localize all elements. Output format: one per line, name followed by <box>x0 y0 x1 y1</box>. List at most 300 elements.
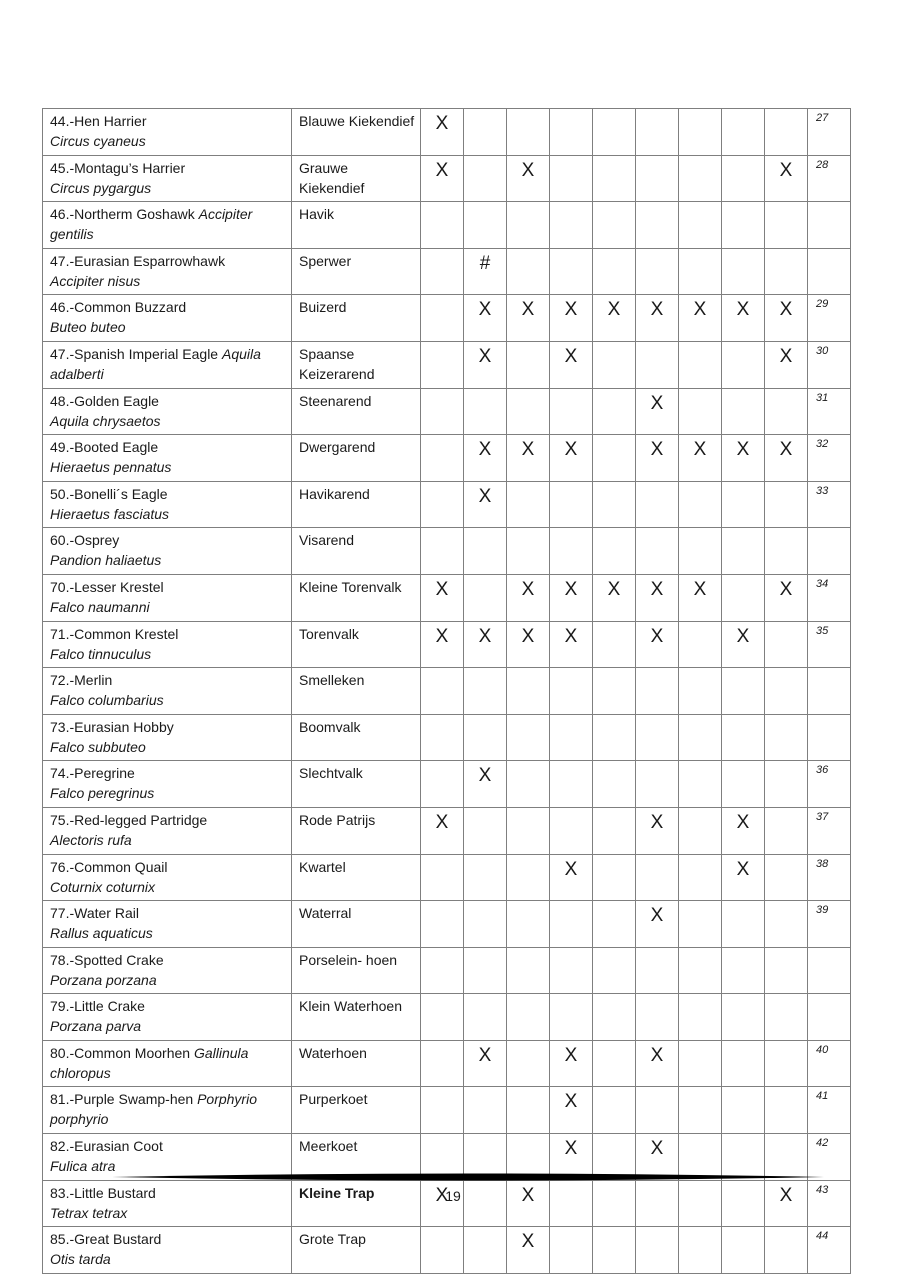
footer-divider-shape <box>112 1174 824 1181</box>
presence-mark-cell <box>722 202 765 249</box>
reference-number-cell: 42 <box>808 1134 851 1181</box>
common-name: 75.-Red-legged Partridge <box>50 811 208 828</box>
presence-mark-cell <box>507 714 550 761</box>
presence-mark-cell <box>464 807 507 854</box>
presence-mark-cell <box>421 994 464 1041</box>
presence-mark-cell <box>722 668 765 715</box>
dutch-name-cell: Grauwe Kiekendief <box>292 155 421 202</box>
common-name: 48.-Golden Eagle <box>50 392 159 409</box>
presence-mark-cell: X <box>636 1134 679 1181</box>
reference-number-cell <box>808 528 851 575</box>
presence-mark-cell <box>636 1227 679 1274</box>
dutch-name-cell: Buizerd <box>292 295 421 342</box>
presence-mark-cell: X <box>464 295 507 342</box>
presence-mark-cell <box>722 947 765 994</box>
presence-mark-cell <box>722 388 765 435</box>
presence-mark-cell <box>421 435 464 482</box>
common-name: 74.-Peregrine <box>50 765 135 782</box>
presence-mark-cell: X <box>636 435 679 482</box>
presence-mark-cell <box>464 1227 507 1274</box>
presence-mark-cell <box>679 155 722 202</box>
species-name-cell <box>43 1227 292 1274</box>
presence-mark-cell: X <box>507 621 550 668</box>
presence-mark-cell <box>679 481 722 528</box>
presence-mark-cell: X <box>507 1227 550 1274</box>
presence-mark-cell <box>421 761 464 808</box>
presence-mark-cell <box>593 1087 636 1134</box>
presence-mark-cell <box>593 947 636 994</box>
species-name-cell <box>43 761 292 808</box>
presence-mark-cell: X <box>550 295 593 342</box>
presence-mark-cell: X <box>593 574 636 621</box>
common-name: 45.-Montagu’s Harrier <box>50 159 186 176</box>
presence-mark-cell <box>421 947 464 994</box>
presence-mark-cell <box>765 854 808 901</box>
presence-mark-cell <box>507 761 550 808</box>
dutch-name-cell: Kleine Torenvalk <box>292 574 421 621</box>
common-name: 46.-Common Buzzard <box>50 299 187 316</box>
page-number: 19 <box>445 1188 461 1204</box>
presence-mark-cell <box>464 668 507 715</box>
reference-number-cell: 28 <box>808 155 851 202</box>
presence-mark-cell: X <box>765 341 808 388</box>
presence-mark-cell: X <box>421 621 464 668</box>
table-row <box>43 947 851 994</box>
presence-mark-cell <box>679 621 722 668</box>
species-name-cell <box>43 621 292 668</box>
presence-mark-cell <box>593 528 636 575</box>
reference-number-cell <box>808 994 851 1041</box>
presence-mark-cell <box>679 947 722 994</box>
presence-mark-cell: X <box>550 1040 593 1087</box>
presence-mark-cell <box>679 1040 722 1087</box>
presence-mark-cell <box>765 947 808 994</box>
dutch-name-cell: Meerkoet <box>292 1134 421 1181</box>
reference-number-cell: 36 <box>808 761 851 808</box>
presence-mark-cell <box>765 528 808 575</box>
presence-mark-cell <box>679 668 722 715</box>
presence-mark-cell <box>636 248 679 295</box>
scientific-name: Alectoris rufa <box>50 831 132 848</box>
presence-mark-cell: X <box>464 435 507 482</box>
presence-mark-cell <box>421 341 464 388</box>
presence-mark-cell <box>464 202 507 249</box>
presence-mark-cell <box>421 1040 464 1087</box>
presence-mark-cell: X <box>421 1180 464 1227</box>
common-name: 46.-Northerm Goshawk <box>50 206 195 223</box>
presence-mark-cell <box>593 109 636 156</box>
species-name-cell <box>43 854 292 901</box>
presence-mark-cell <box>550 155 593 202</box>
presence-mark-cell <box>765 714 808 761</box>
presence-mark-cell <box>593 1040 636 1087</box>
presence-mark-cell <box>722 1087 765 1134</box>
table-row <box>43 202 851 249</box>
species-name-cell <box>43 481 292 528</box>
scientific-name: Coturnix coturnix <box>50 878 156 895</box>
table-row <box>43 528 851 575</box>
dutch-name-cell: Porselein- hoen <box>292 947 421 994</box>
table-row <box>43 388 851 435</box>
table-row <box>43 1227 851 1274</box>
presence-mark-cell <box>765 109 808 156</box>
presence-mark-cell: X <box>550 1134 593 1181</box>
presence-mark-cell <box>765 668 808 715</box>
presence-mark-cell <box>421 1087 464 1134</box>
presence-mark-cell: X <box>464 1040 507 1087</box>
table-row <box>43 341 851 388</box>
common-name: 85.-Great Bustard <box>50 1231 162 1248</box>
dutch-name-cell: Waterhoen <box>292 1040 421 1087</box>
presence-mark-cell: X <box>550 574 593 621</box>
presence-mark-cell: X <box>421 807 464 854</box>
presence-mark-cell <box>722 994 765 1041</box>
presence-mark-cell: X <box>722 807 765 854</box>
species-name-cell <box>43 388 292 435</box>
presence-mark-cell: X <box>636 388 679 435</box>
presence-mark-cell <box>550 388 593 435</box>
presence-mark-cell <box>507 341 550 388</box>
scientific-name: Falco naumanni <box>50 598 150 615</box>
species-name-cell <box>43 947 292 994</box>
species-name-cell <box>43 1040 292 1087</box>
common-name: 72.-Merlin <box>50 672 113 689</box>
species-name-cell <box>43 248 292 295</box>
table-row <box>43 714 851 761</box>
presence-mark-cell <box>679 994 722 1041</box>
presence-mark-cell <box>765 388 808 435</box>
presence-mark-cell <box>421 388 464 435</box>
reference-number-cell: 32 <box>808 435 851 482</box>
presence-mark-cell <box>765 901 808 948</box>
presence-mark-cell <box>636 1087 679 1134</box>
table-row <box>43 435 851 482</box>
presence-mark-cell <box>765 1040 808 1087</box>
presence-mark-cell <box>636 341 679 388</box>
presence-mark-cell <box>550 901 593 948</box>
presence-mark-cell: X <box>679 295 722 342</box>
presence-mark-cell: X <box>722 621 765 668</box>
presence-mark-cell <box>507 388 550 435</box>
presence-mark-cell: X <box>679 574 722 621</box>
presence-mark-cell <box>765 1087 808 1134</box>
presence-mark-cell <box>593 761 636 808</box>
presence-mark-cell: X <box>507 574 550 621</box>
species-name-cell <box>43 295 292 342</box>
common-name: 83.-Little Bustard <box>50 1184 156 1201</box>
presence-mark-cell: X <box>722 295 765 342</box>
table-row <box>43 901 851 948</box>
presence-mark-cell <box>765 248 808 295</box>
species-name-cell <box>43 341 292 388</box>
presence-mark-cell: X <box>550 621 593 668</box>
reference-number-cell: 40 <box>808 1040 851 1087</box>
presence-mark-cell: X <box>722 854 765 901</box>
presence-mark-cell <box>679 202 722 249</box>
reference-number-cell <box>808 947 851 994</box>
species-name-cell <box>43 155 292 202</box>
reference-number-cell: 44 <box>808 1227 851 1274</box>
dutch-name-cell: Spaanse Keizerarend <box>292 341 421 388</box>
dutch-name-cell: Havikarend <box>292 481 421 528</box>
presence-mark-cell: X <box>765 295 808 342</box>
presence-mark-cell: X <box>464 761 507 808</box>
presence-mark-cell <box>593 248 636 295</box>
presence-mark-cell <box>722 481 765 528</box>
presence-mark-cell <box>421 248 464 295</box>
species-name-cell <box>43 528 292 575</box>
presence-mark-cell <box>636 155 679 202</box>
scientific-name: Falco peregrinus <box>50 785 155 802</box>
presence-mark-cell <box>636 854 679 901</box>
table-row <box>43 295 851 342</box>
presence-mark-cell: X <box>593 295 636 342</box>
presence-mark-cell: X <box>550 435 593 482</box>
species-table-body <box>43 109 851 1274</box>
presence-mark-cell: X <box>421 109 464 156</box>
common-name: 70.-Lesser Krestel <box>50 578 164 595</box>
presence-mark-cell <box>636 202 679 249</box>
presence-mark-cell <box>464 109 507 156</box>
table-row <box>43 248 851 295</box>
presence-mark-cell <box>421 1227 464 1274</box>
reference-number-cell: 37 <box>808 807 851 854</box>
presence-mark-cell <box>593 435 636 482</box>
presence-mark-cell <box>636 528 679 575</box>
presence-mark-cell <box>636 668 679 715</box>
presence-mark-cell <box>722 1040 765 1087</box>
presence-mark-cell <box>464 854 507 901</box>
presence-mark-cell: X <box>765 155 808 202</box>
dutch-name-cell: Havik <box>292 202 421 249</box>
presence-mark-cell <box>421 668 464 715</box>
scientific-name: Hieraetus fasciatus <box>50 505 170 522</box>
common-name: 50.-Bonelli´s Eagle <box>50 485 168 502</box>
presence-mark-cell <box>722 109 765 156</box>
scientific-name: Porzana parva <box>50 1018 142 1035</box>
presence-mark-cell <box>464 574 507 621</box>
table-row <box>43 994 851 1041</box>
presence-mark-cell: X <box>507 1180 550 1227</box>
presence-mark-cell <box>507 668 550 715</box>
reference-number-cell: 34 <box>808 574 851 621</box>
common-name: 44.-Hen Harrier <box>50 113 147 129</box>
dutch-name-cell: Purperkoet <box>292 1087 421 1134</box>
presence-mark-cell <box>421 202 464 249</box>
reference-number-cell <box>808 202 851 249</box>
presence-mark-cell <box>507 994 550 1041</box>
presence-mark-cell <box>550 109 593 156</box>
presence-mark-cell <box>679 901 722 948</box>
presence-mark-cell <box>507 901 550 948</box>
presence-mark-cell <box>550 1227 593 1274</box>
presence-mark-cell <box>464 901 507 948</box>
presence-mark-cell <box>464 155 507 202</box>
scientific-name: Porzana porzana <box>50 971 157 988</box>
presence-mark-cell <box>679 761 722 808</box>
species-name-cell <box>43 714 292 761</box>
table-row <box>43 481 851 528</box>
presence-mark-cell <box>550 202 593 249</box>
common-name: 49.-Booted Eagle <box>50 439 159 456</box>
presence-mark-cell <box>765 202 808 249</box>
presence-mark-cell <box>507 1087 550 1134</box>
presence-mark-cell <box>722 714 765 761</box>
presence-mark-cell <box>550 481 593 528</box>
presence-mark-cell: X <box>550 854 593 901</box>
presence-mark-cell <box>507 528 550 575</box>
presence-mark-cell: X <box>464 341 507 388</box>
scientific-name: Aquila adalberti <box>50 345 261 382</box>
reference-number-cell: 27 <box>808 109 851 156</box>
reference-number-cell: 39 <box>808 901 851 948</box>
presence-mark-cell: X <box>765 435 808 482</box>
presence-mark-cell <box>636 714 679 761</box>
presence-mark-cell <box>550 761 593 808</box>
presence-mark-cell <box>679 109 722 156</box>
presence-mark-cell: X <box>636 295 679 342</box>
presence-mark-cell <box>593 1227 636 1274</box>
scientific-name: Gallinula chloropus <box>50 1044 249 1081</box>
presence-mark-cell <box>636 761 679 808</box>
presence-mark-cell <box>722 528 765 575</box>
scientific-name: Rallus aquaticus <box>50 925 153 942</box>
scientific-name: Falco columbarius <box>50 692 164 709</box>
dutch-name-cell: Sperwer <box>292 248 421 295</box>
common-name: 80.-Common Moorhen <box>50 1044 191 1061</box>
presence-mark-cell <box>550 528 593 575</box>
presence-mark-cell <box>464 1087 507 1134</box>
presence-mark-cell <box>679 1227 722 1274</box>
presence-mark-cell <box>421 854 464 901</box>
presence-mark-cell <box>593 807 636 854</box>
presence-mark-cell <box>636 109 679 156</box>
species-name-cell <box>43 994 292 1041</box>
reference-number-cell: 29 <box>808 295 851 342</box>
table-row <box>43 621 851 668</box>
common-name: 78.-Spotted Crake <box>50 951 164 968</box>
dutch-name-cell: Slechtvalk <box>292 761 421 808</box>
table-row <box>43 574 851 621</box>
presence-mark-cell <box>550 994 593 1041</box>
dutch-name-cell: Kleine Trap <box>292 1180 421 1227</box>
presence-mark-cell: X <box>679 435 722 482</box>
presence-mark-cell <box>421 295 464 342</box>
presence-mark-cell: X <box>550 341 593 388</box>
presence-mark-cell: X <box>464 621 507 668</box>
common-name: 76.-Common Quail <box>50 858 168 875</box>
presence-mark-cell <box>636 481 679 528</box>
presence-mark-cell <box>593 481 636 528</box>
presence-mark-cell <box>722 1227 765 1274</box>
presence-mark-cell: X <box>507 155 550 202</box>
presence-mark-cell <box>722 901 765 948</box>
presence-mark-cell: X <box>636 901 679 948</box>
presence-mark-cell <box>765 1227 808 1274</box>
presence-mark-cell <box>507 1040 550 1087</box>
reference-number-cell: 30 <box>808 341 851 388</box>
dutch-name-cell: Grote Trap <box>292 1227 421 1274</box>
presence-mark-cell: X <box>636 574 679 621</box>
reference-number-cell <box>808 668 851 715</box>
dutch-name-cell: Kwartel <box>292 854 421 901</box>
presence-mark-cell <box>421 481 464 528</box>
scientific-name: Hieraetus pennatus <box>50 459 172 476</box>
presence-mark-cell <box>593 202 636 249</box>
common-name: 82.-Eurasian Coot <box>50 1138 163 1155</box>
presence-mark-cell <box>550 714 593 761</box>
presence-mark-cell <box>550 248 593 295</box>
presence-mark-cell <box>636 947 679 994</box>
scientific-name: Buteo buteo <box>50 319 126 336</box>
presence-mark-cell <box>679 714 722 761</box>
presence-mark-cell <box>722 248 765 295</box>
presence-mark-cell <box>464 714 507 761</box>
dutch-name-cell: Klein Waterhoen <box>292 994 421 1041</box>
dutch-name-cell: Blauwe Kiekendief <box>292 109 421 156</box>
dutch-name-cell: Boomvalk <box>292 714 421 761</box>
species-name-cell <box>43 668 292 715</box>
presence-mark-cell <box>593 668 636 715</box>
presence-mark-cell <box>507 248 550 295</box>
table-row <box>43 668 851 715</box>
presence-mark-cell <box>722 761 765 808</box>
presence-mark-cell <box>722 574 765 621</box>
reference-number-cell: 35 <box>808 621 851 668</box>
scientific-name: Fulica atra <box>50 1158 116 1175</box>
dutch-name-cell: Steenarend <box>292 388 421 435</box>
presence-mark-cell <box>507 481 550 528</box>
presence-mark-cell <box>593 714 636 761</box>
species-name-cell <box>43 109 292 156</box>
footer-divider <box>112 1171 824 1183</box>
presence-mark-cell <box>679 807 722 854</box>
scientific-name: Accipiter nisus <box>50 272 141 289</box>
reference-number-cell: 31 <box>808 388 851 435</box>
presence-mark-cell: # <box>464 248 507 295</box>
presence-mark-cell: X <box>421 574 464 621</box>
table-row <box>43 761 851 808</box>
presence-mark-cell: X <box>421 155 464 202</box>
presence-mark-cell <box>593 854 636 901</box>
presence-mark-cell <box>593 341 636 388</box>
dutch-name-cell: Waterral <box>292 901 421 948</box>
common-name: 73.-Eurasian Hobby <box>50 718 174 735</box>
presence-mark-cell: X <box>464 481 507 528</box>
presence-mark-cell <box>593 155 636 202</box>
dutch-name-cell: Dwergarend <box>292 435 421 482</box>
presence-mark-cell <box>464 388 507 435</box>
presence-mark-cell: X <box>765 1180 808 1227</box>
presence-mark-cell <box>679 1087 722 1134</box>
presence-mark-cell: X <box>507 435 550 482</box>
table-row <box>43 1087 851 1134</box>
common-name: 81.-Purple Swamp-hen <box>50 1091 194 1108</box>
reference-number-cell: 41 <box>808 1087 851 1134</box>
presence-mark-cell <box>421 901 464 948</box>
table-row <box>43 807 851 854</box>
presence-mark-cell <box>507 947 550 994</box>
presence-mark-cell: X <box>636 1040 679 1087</box>
presence-mark-cell <box>421 528 464 575</box>
table-row <box>43 1040 851 1087</box>
common-name: 47.-Eurasian Esparrowhawk <box>50 252 226 269</box>
presence-mark-cell: X <box>636 621 679 668</box>
common-name: 71.-Common Krestel <box>50 625 179 642</box>
dutch-name-cell: Rode Patrijs <box>292 807 421 854</box>
presence-mark-cell <box>507 807 550 854</box>
presence-mark-cell: X <box>550 1087 593 1134</box>
